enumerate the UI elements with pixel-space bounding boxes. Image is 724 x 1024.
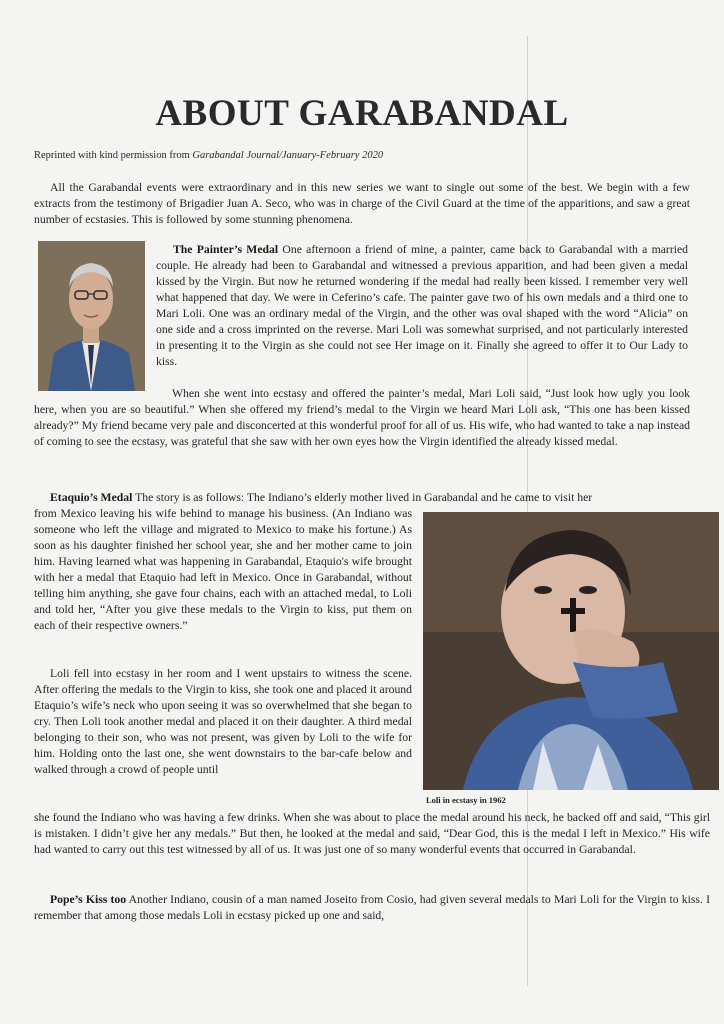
photo-caption: Loli in ecstasy in 1962 xyxy=(426,795,506,805)
painter-text: One afternoon a friend of mine, a painter, came back to Garabandal with a married couple. He already had been to Garabandal and witnessed a previous apparition, and had been given a medal kissed by the Virgin. But now he returned wondering if the medal had really been kissed. I remember very well what happened that day. We were in Ceferino’s cafe. The painter gave two of his own medals and a third one to Mari Loli. One was an ordinary medal of the Virgin, and the other was oval shaped with the word “Alicia” on one side and a cross imprinted on the reverse. Mari Loli was somewhat surprised, and not particularly interested in presenting it to the Virgin as she could not see Her image on it. Finally she agreed to offer it to Our Lady to kiss. xyxy=(156,243,688,368)
page-title: ABOUT GARABANDAL xyxy=(155,93,569,134)
loli-ecstasy-paragraph: Loli fell into ecstasy in her room and I went upstairs to witness the scene. After offering the medals to the Virgin to kiss, she took one and placed it around Etaquio’s wife’s neck who upon seeing it was so overwhelmed that she began to cry. Then Loli took another medal and placed it on their daughter. A third medal belonging to their son, who was not present, was given by Loli to the wife for him. Holding onto the last one, she went downstairs to the bar-cafe below and walked through a crowd of people until xyxy=(34,667,412,776)
indiano-paragraph: she found the Indiano who was having a few drinks. When she was about to place the medal around his neck, he backed off and said, “This girl is mistaken. I didn’t give her any medals.” But then, he looked at the medal and said, “Dear God, this is the medal I left in Mexico.” His wife had wanted to carry out this test witnessed by all of us. It was just one of so many wonderful events that occurred in Garabandal. xyxy=(34,811,710,856)
etaquio-first-line xyxy=(34,490,722,506)
etaquio-line1: The story is as follows: The Indiano’s elderly mother lived in Garabandal and he came to visit her xyxy=(132,491,593,504)
pope-heading: Pope’s Kiss too xyxy=(50,893,127,906)
ecstasy-image xyxy=(423,512,719,790)
portrait-image xyxy=(38,241,145,391)
etaquio-heading: Etaquio’s Medal xyxy=(50,491,133,504)
reprint-credit xyxy=(34,150,383,161)
painter-heading: The Painter’s Medal xyxy=(173,243,279,256)
etaquio-column-paragraph: from Mexico leaving his wife behind to manage his business. (An Indiano was someone who left the village and migrated to Mexico to make his fortune.) As soon as his daughter finished her school year, she and her mother came to join him. Having learned what was happening in Garabandal, Etaquio's wife brought with her a medal that Etaquio had left in Mexico. Once in Garabandal, without telling him anything, she gave four chains, each with an attached medal, to Loli and told her, “After you give these medals to the Virgin to kiss, put them on each of their respective owners.” xyxy=(34,507,412,632)
pope-text: Another Indiano, cousin of a man named Joseito from Cosio, had given several medals to Mari Loli for the Virgin to kiss. I remember that among those medals Loli in ecstasy picked up one and said, xyxy=(34,893,710,922)
painter-continued-paragraph: When she went into ecstasy and offered the painter’s medal, Mari Loli said, “Just look how ugly you look here, when you are so beautiful.” When she offered my friend’s medal to the Virgin we heard Mari Loli ask, “This one has been kissed already?” My friend became very pale and disconcerted at this wonderful proof for all of us. His wife, who had wanted to take a nap instead of coming to see the ecstasy, was grateful that she saw with her own eyes how the Virgin identified the already kissed medal. xyxy=(34,387,690,448)
reprint-source: Garabandal Journal/January-February 2020 xyxy=(192,150,384,161)
painter-paragraph xyxy=(156,242,688,370)
intro-paragraph: All the Garabandal events were extraordinary and in this new series we want to single out some of the best. We begin with a few extracts from the testimony of Brigadier Juan A. Seco, who was in charge of the Civil Guard at the time of the apparitions, and saw a great number of ecstasies. This is followed by some stunning phenomena. xyxy=(34,181,690,226)
portrait-photo xyxy=(38,241,145,391)
ecstasy-photo xyxy=(423,512,719,790)
reprint-prefix: Reprinted with kind permission from xyxy=(34,150,193,161)
pope-paragraph xyxy=(34,892,710,924)
